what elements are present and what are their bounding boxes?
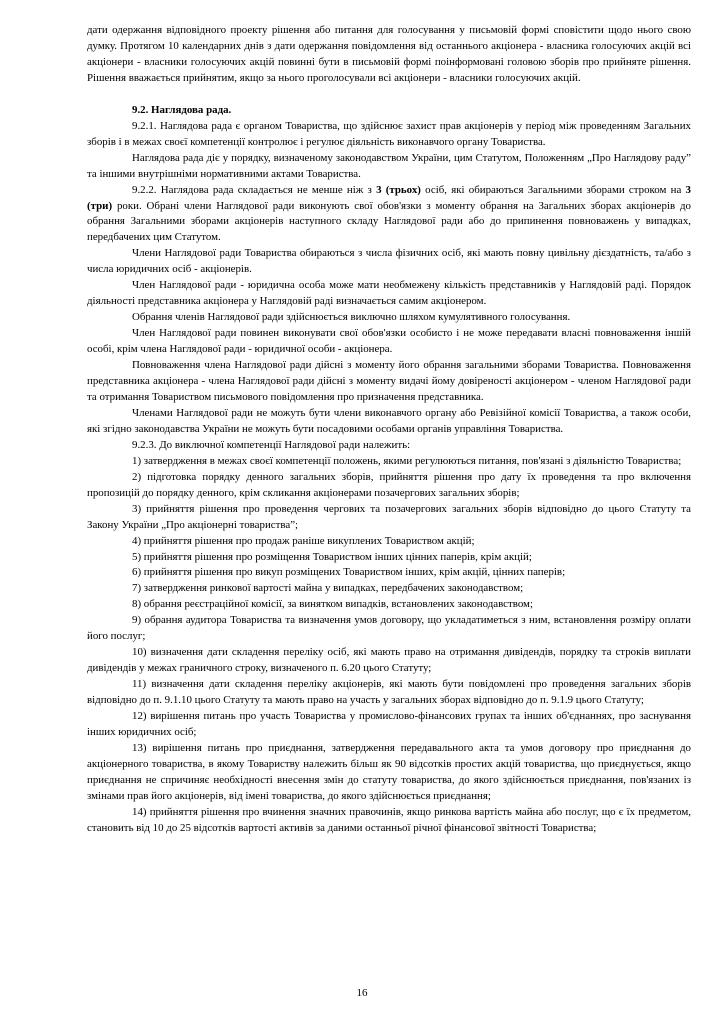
list-item: 7) затвердження ринкової вартості майна у випадках, передбачених законодавством; <box>132 582 524 595</box>
list-item: 2) підготовка порядку денного загальних зборів, прийняття рішення про дату їх проведення та про включення пропозицій до порядку денного, крім скликання акціонерами позачергових загальних зборів; <box>87 470 691 499</box>
section-heading: 9.2. Наглядова рада. <box>132 103 232 116</box>
paragraph <box>87 183 691 247</box>
list-item: 8) обрання реєстраційної комісії, за винятком випадків, встановлених законодавством; <box>132 598 533 611</box>
paragraph: Член Наглядової ради повинен виконувати свої обов'язки особисто і не може передавати власні повноваження іншій особі, крім члена Наглядової ради - юридичної особи - акціонера. <box>87 327 691 356</box>
paragraph: дати одержання відповідного проекту рішення або питання для голосування у письмовій формі сповістити щодо нього свою думку. Протягом 10 календарних днів з дати одержання повідомлення від останнього акціонера - власника голосуючих акцій всі акціонери - власники голосуючих акцій повинні бути в письмовій формі поінформовані головою зборів про прийняте рішення. Рішення вважається прийнятим, якщо за нього проголосували всі акціонери - власники голосуючих акцій. <box>87 24 691 84</box>
list-item: 12) вирішення питань про участь Товариства у промислово-фінансових групах та інших об'єднаннях, про заснування інших юридичних осіб; <box>87 710 691 738</box>
bold-number: 3 (три) <box>87 183 691 212</box>
list-item: 9) обрання аудитора Товариства та визначення умов договору, що укладатиметься з ним, встановлення розміру оплати його послуг; <box>87 614 691 643</box>
list-item: 13) вирішення питань про приєднання, затвердження передавального акта та умов договору про приєднання до акціонерного товариства, в якому Товариству належить більш як 90 відсотків простих акцій товариства, що приєднується, якщо приєднання не спричиняє необхідності внесення змін до статуту товариства, до якого здійснюється приєднання, пов'язаних із змінами прав його акціонерів, від імені товариства, до якого здійснюється приєднання; <box>87 741 691 802</box>
paragraph: Член Наглядової ради - юридична особа може мати необмежену кількість представників у Наглядовій раді. Порядок діяльності представника акціонера у Наглядовій раді визначається самим акціонером. <box>87 279 691 308</box>
list-item: 5) прийняття рішення про розміщення Товариством інших цінних паперів, крім акцій; <box>132 550 532 563</box>
paragraph: 9.2.1. Наглядова рада є органом Товариства, що здійснює захист прав акціонерів у період між проведенням Загальних зборів і в межах своєї компетенції контролює і регулює діяльність виконавчого органу Товариства. <box>87 119 691 148</box>
paragraph: Повноваження члена Наглядової ради дійсні з моменту його обрання загальними зборами Товариства. Повноваження представника акціонера - члена Наглядової ради дійсні з моменту видачі йому довіреності акціонером - членом Наглядової ради та отримання Товариством письмового повідомлення про призначення представника. <box>87 359 691 403</box>
paragraph: Обрання членів Наглядової ради здійснюється виключно шляхом кумулятивного голосування. <box>132 311 571 324</box>
list-item: 1) затвердження в межах своєї компетенції положень, якими регулюються питання, пов'язані з діяльністю Товариства; <box>132 454 682 467</box>
paragraph: 9.2.3. До виключної компетенції Наглядової ради належить: <box>132 438 411 451</box>
bold-number: 3 (трьох) <box>376 183 421 196</box>
list-item: 11) визначення дати складення переліку акціонерів, які мають бути повідомлені про проведення загальних зборів відповідно до п. 9.1.10 цього Статуту та мають право на участь у загальних зборах відповідно до п. 9.1.9 цього Статуту; <box>87 678 691 707</box>
list-item: 3) прийняття рішення про проведення чергових та позачергових загальних зборів відповідно до цього Статуту та Закону України „Про акціонерні товариства”; <box>87 502 691 531</box>
paragraph-text: осіб, які обираються Загальними зборами строком на <box>420 183 686 196</box>
list-item: 10) визначення дати складення переліку осіб, які мають право на отримання дивідендів, порядку та строків виплати дивідендів у межах граничного строку, визначеного п. 6.20 цього Статуту; <box>87 646 691 675</box>
paragraph-text: 9.2.2. Наглядова рада складається не менше ніж з <box>132 183 377 196</box>
list-item: 14) прийняття рішення про вчинення значних правочинів, якщо ринкова вартість майна або послуг, що є їх предметом, становить від 10 до 25 відсотків вартості активів за даними останньої річної фінансової звітності Товариства; <box>87 805 691 834</box>
page-number: 16 <box>356 987 368 999</box>
document-body <box>87 23 691 837</box>
list-item: 4) прийняття рішення про продаж раніше викуплених Товариством акцій; <box>132 534 475 547</box>
list-item: 6) прийняття рішення про викуп розміщених Товариством інших, крім акцій, цінних паперів; <box>132 566 566 579</box>
paragraph: Членами Наглядової ради не можуть бути члени виконавчого органу або Ревізійної комісії Товариства, а також особи, які згідно законодавства України не можуть бути посадовими особами органів управління Товариства. <box>87 406 691 435</box>
paragraph: Члени Наглядової ради Товариства обираються з числа фізичних осіб, які мають повну цивільну дієздатність, та/або з числа юридичних осіб - акціонерів. <box>87 247 691 276</box>
paragraph-text: роки. Обрані члени Наглядової ради виконують свої обов'язки з моменту обрання на Загальних зборах акціонерів до обрання Загальними зборами акціонерів наступного складу Наглядової ради або до припинення повноважень у випадках, передбачених цим Статутом. <box>87 199 691 244</box>
paragraph: Наглядова рада діє у порядку, визначеному законодавством України, цим Статутом, Положенням „Про Наглядову раду” та іншими внутрішніми нормативними актами Товариства. <box>87 151 691 180</box>
